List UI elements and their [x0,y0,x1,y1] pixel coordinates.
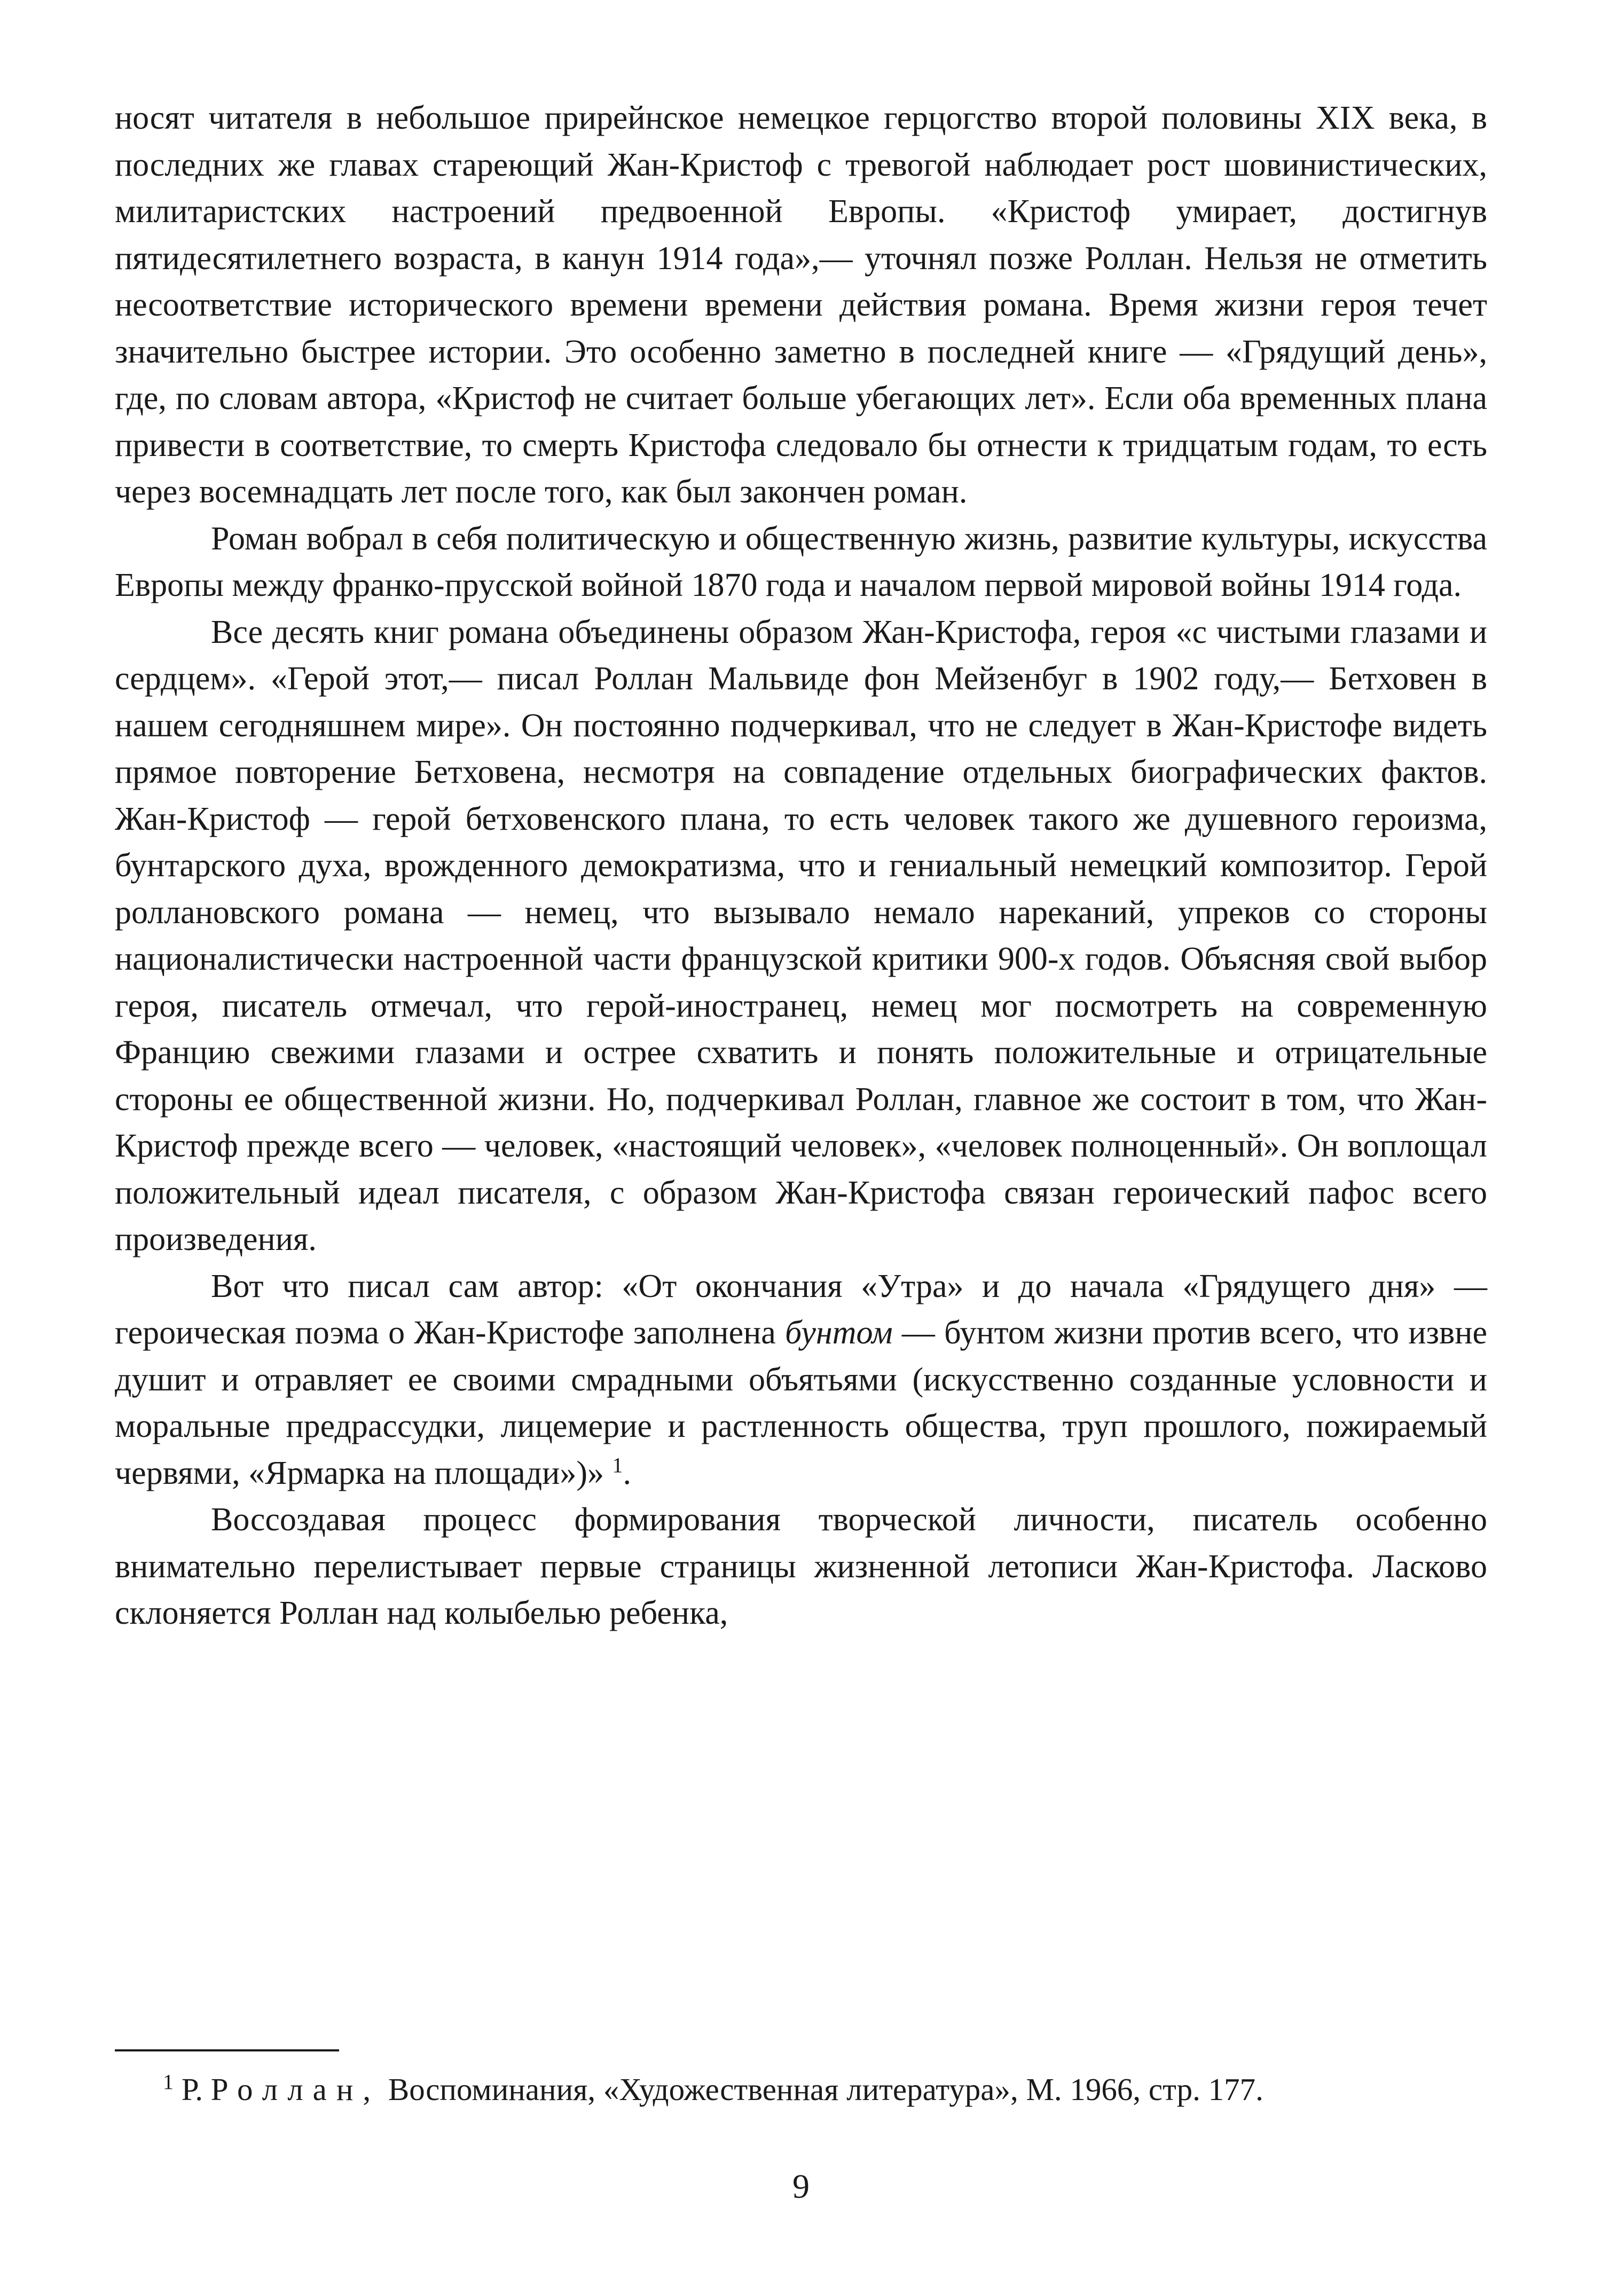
paragraph-3: Все десять книг романа объединены образом Жан-Кристофа, героя «с чистыми глазами и сердцем». «Герой этот,— писал Роллан Мальвиде фон Мейзенбуг в 1902 году,— Бетховен в нашем сегодняшнем мире». Он постоянно подчеркивал, что не следует в Жан-Кристофе видеть прямое повторение Бетховена, несмотря на совпадение отдельных биографических фактов. Жан-Кристоф — герой бетховенского плана, то есть человек такого же душевного героизма, бунтарского духа, врожденного демократизма, что и гениальный немецкий композитор. Герой роллановского романа — немец, что вызывало немало нареканий, упреков со стороны националистически настроенной части французской критики 900-х годов. Объясняя свой выбор героя, писатель отмечал, что герой-иностранец, немец мог посмотреть на современную Францию свежими глазами и острее схватить и понять положительные и отрицательные стороны ее общественной жизни. Но, подчеркивал Роллан, главное же состоит в том, что Жан-Кристоф прежде всего — человек, «настоящий человек», «человек полноценный». Он воплощал положительный идеал писателя, с образом Жан-Кристофа связан героический пафос всего произведения. [115,614,1487,1257]
footnote-author-initial: Р. [181,2072,203,2107]
footnote [115,2067,1487,2111]
quote-text-end: — бунтом жизни против всего, что извне душит и отравляет ее своими смрадными объятьями (искусственно созданные условности и моральные предрассудки, лицемерие и растленность общества, труп прошлого, пожираемый червями, «Ярмарка на площади»)» [115,1315,1487,1491]
footnote-author-surname: Роллан, [210,2072,381,2107]
paragraph-4-period: . [623,1454,631,1491]
footnote-source: Воспоминания, «Художественная литература», М. 1966, стр. 177. [388,2072,1263,2107]
paragraph-1: носят читателя в небольшое прирейнское немецкое герцогство второй половины XIX века, в последних же главах стареющий Жан-Кристоф с тревогой наблюдает рост шовинистических, милитаристских настроений предвоенной Европы. «Кристоф умирает, достигнув пятидесятилетнего возраста, в канун 1914 года»,— уточнял позже Роллан. Нельзя не отметить несоответствие исторического времени времени действия романа. Время жизни героя течет значительно быстрее истории. Это особенно заметно в последней книге — «Грядущий день», где, по словам автора, «Кристоф не считает больше убегающих лет». Если оба временных плана привести в соответствие, то смерть Кристофа следовало бы отнести к тридцатым годам, то есть через восемнадцать лет после того, как был закончен роман. [115,100,1487,510]
paragraph-2: Роман вобрал в себя политическую и общественную жизнь, развитие культуры, искусства Европы между франко-прусской войной 1870 года и началом первой мировой войны 1914 года. [115,520,1487,603]
italic-emphasis: бунтом [785,1315,893,1351]
paragraph-4 [115,1263,1487,1497]
page-number: 9 [792,2167,810,2205]
footnote-reference: 1 [612,1452,623,1477]
footnote-marker: 1 [163,2070,174,2094]
footnote-divider [115,2049,339,2051]
quote-text-start: Вот что писал сам автор: «От окончания «Утра» и до начала «Грядущего дня» — героическая поэма о Жан-Кристофе заполнена [115,1268,1487,1351]
paragraph-5: Воссоздавая процесс формирования творческой личности, писатель особенно внимательно перелистывает первые страницы жизненной летописи Жан-Кристофа. Ласково склоняется Роллан над колыбелью ребенка, [115,1501,1487,1631]
main-text [115,95,1487,1637]
